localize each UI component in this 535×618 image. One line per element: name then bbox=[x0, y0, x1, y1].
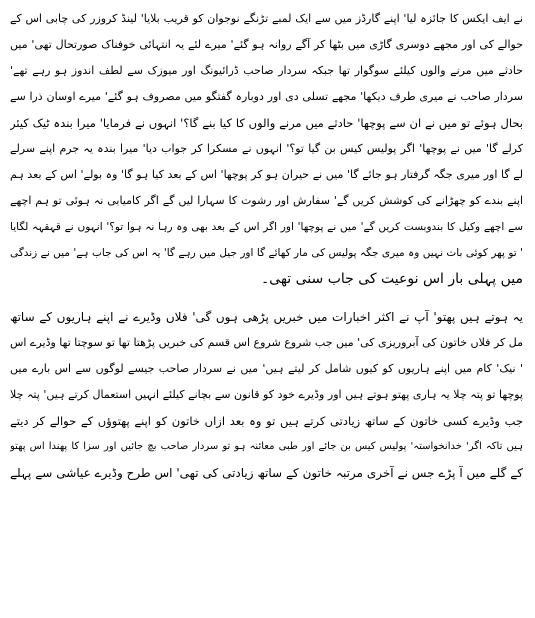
text-line: حوالے کی اور مجھے دوسری گاڑی میں بٹھا کر آگے روانہ ہو گئے' میرے لئے یہ انتہائی خوفناک صورتحال تھی' میں bbox=[10, 38, 523, 51]
text-line: لے گا اور میری جگہ گرفتار ہو جائے گا' میں نے حیران ہو کر پوچھا' اس کے بعد کیا ہو گا' وہ بولے' اس کے بعد ہم bbox=[10, 168, 523, 181]
text-line: میں پہلی بار اس نوعیت کی جاب سنی تھی۔ bbox=[260, 271, 523, 287]
paragraph-gap bbox=[10, 292, 523, 304]
text-line: بحال ہوئے تو میں نے ان سے پوچھا' حادثے میں مرنے والوں کا کیا بنے گا؟' انہوں نے فرمایا' میرا بندہ ٹیک کیئر bbox=[10, 116, 523, 130]
text-line: کرلے گا' میں نے پوچھا' اگر پولیس کیس بن گیا تو؟' انہوں نے مسکرا کر جواب دیا' میرا بندہ یہ جرم اپنے سرلے bbox=[10, 142, 523, 155]
text-line: یہ ہوتے ہیں پھتو' آپ نے اکثر اخبارات میں خبریں پڑھی ہوں گی' فلاں وڈیرے نے اپنے ہاریوں کے ساتھ bbox=[10, 310, 523, 324]
text-line: جب وڈیرے کسی خاتون کے ساتھ زیادتی کرتے ہیں تو وہ بعد ازاں خاتون کو اپنے پھتوؤں کے حوالے کر دیتے bbox=[10, 414, 523, 428]
text-line: مل کر فلاں خاتون کی آبروریزی کی' میں جب شروع شروع اس قسم کی خبریں پڑھتا تھا تو سوچتا تھا وڈیرے اس bbox=[10, 336, 523, 349]
text-line: کے گلے میں آ پڑے جس نے آخری مرتبہ خاتون کے ساتھ زیادتی کی تھی' اس طرح وڈیرے عیاشی سے پہلے bbox=[10, 466, 523, 480]
text-line: ' تو پھر کوئی بات نہیں وہ میری جگہ پولیس کی مار کھائے گا اور جیل میں رہے گا' یہ اس کی جاب ہے' میں نے زندگی bbox=[10, 247, 523, 259]
text-line: پوچھا تو پتہ چلا یہ ہاری پھتو ہوتے ہیں اور وڈیرے خود کو قانون سے بچانے کیلئے انہیں استعمال کرتے ہیں' پتہ چلا bbox=[10, 388, 523, 401]
text-line: ہیں تاکہ اگر' خدانخواستہ' پولیس کیس بن جائے اور طبی معائنہ ہو تو سردار صاحب بچ جائیں اور سزا کا پھندا اس پھتو bbox=[10, 441, 523, 452]
text-line: سردار صاحب نے میری طرف دیکھا' مجھے تسلی دی اور دوبارہ گفتگو میں مصروف ہو گئے' میرے اوسان ذرا سے bbox=[10, 90, 523, 103]
text-line: سے اچھے وکیل کا بندوبست کریں گے' میں نے پوچھا' اور اگر اس کے بعد بھی وہ رہا نہ ہوا تو؟' انہوں نے قہقہہ لگایا bbox=[10, 221, 523, 233]
paragraph-1 bbox=[10, 6, 523, 292]
text-line: ' نیک' کام میں اپنے ہاریوں کو کیوں شامل کر لیتے ہیں' میں نے سردار صاحب جیسے لوگوں سے اس بارے میں bbox=[10, 362, 523, 375]
paragraph-2 bbox=[10, 304, 523, 486]
text-line: حادثے میں مرنے والوں کیلئے سوگوار تھا جبکہ سردار صاحب ڈرائیونگ اور میوزک سے لطف اندوز ہو رہے تھے' bbox=[10, 64, 523, 77]
text-line: نے ایف ایکس کا جائزہ لیا' اپنے گارڈز میں سے ایک لمبے تڑنگے نوجوان کو قریب بلایا' لینڈ کروزر کی چابی اس کے bbox=[10, 12, 523, 25]
text-line: اپنے بندے کو چھڑانے کی کوشش کریں گے' سفارش اور رشوت کا سہارا لیں گے اگر کامیابی نہ ہوئی تو ہم اچھے bbox=[10, 194, 523, 207]
